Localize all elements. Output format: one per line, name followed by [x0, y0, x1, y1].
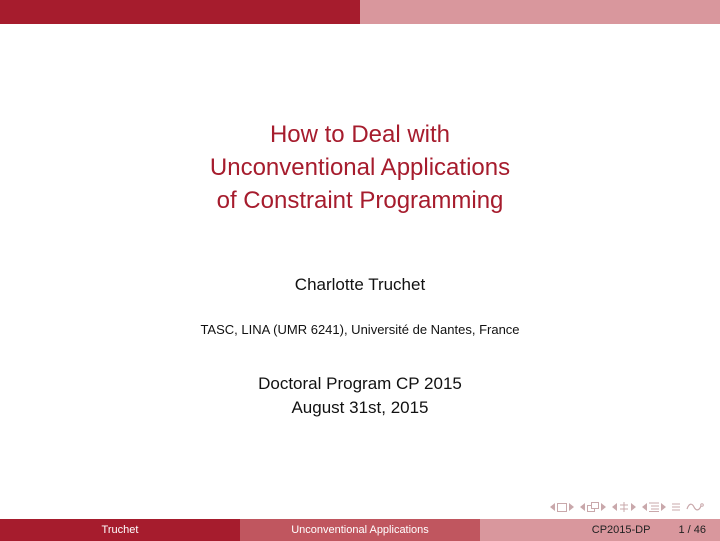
footer-bar: [0, 519, 720, 541]
nav-next-icon[interactable]: [601, 503, 606, 511]
header-bar: [0, 0, 720, 24]
toc-nav: [642, 502, 666, 512]
footer-author-label: Truchet: [101, 524, 139, 536]
footer-title-label: Unconventional Applications: [291, 524, 429, 536]
footer-title: [240, 519, 480, 541]
title-line-2: Unconventional Applications: [209, 154, 511, 181]
nav-prev-icon[interactable]: [642, 503, 647, 511]
frame-icon[interactable]: [557, 503, 567, 512]
toc-icon[interactable]: [649, 502, 659, 512]
footer-event-label: CP2015-DP: [591, 524, 651, 536]
nav-prev-icon[interactable]: [550, 503, 555, 511]
event-line: Doctoral Program CP 2015: [258, 374, 462, 393]
nav-next-icon[interactable]: [631, 503, 636, 511]
nav-next-icon[interactable]: [661, 503, 666, 511]
title-line-1: How to Deal with: [269, 121, 451, 148]
page-number: 1 / 46: [678, 524, 706, 536]
nav-prev-icon[interactable]: [612, 503, 617, 511]
subsection-nav: [580, 502, 606, 512]
navigation-bar: [550, 500, 704, 514]
footer-event: [480, 519, 720, 541]
section-nav: [612, 502, 636, 512]
nav-next-icon[interactable]: [569, 503, 574, 511]
presentation-title: [0, 118, 720, 217]
footer-author: [0, 519, 240, 541]
title-line-3: of Constraint Programming: [216, 187, 504, 214]
event-date: [0, 372, 720, 420]
header-bar-left: [0, 0, 360, 24]
date-line: August 31st, 2015: [291, 398, 429, 417]
subsection-icon[interactable]: [587, 502, 599, 512]
search-icon[interactable]: [686, 502, 704, 512]
align-icon[interactable]: [672, 502, 680, 512]
frame-nav: [550, 503, 574, 512]
author-name: Charlotte Truchet: [294, 275, 426, 294]
institute: TASC, LINA (UMR 6241), Université de Nantes, France: [200, 322, 520, 337]
section-icon[interactable]: [619, 502, 629, 512]
nav-prev-icon[interactable]: [580, 503, 585, 511]
header-bar-right: [360, 0, 720, 24]
